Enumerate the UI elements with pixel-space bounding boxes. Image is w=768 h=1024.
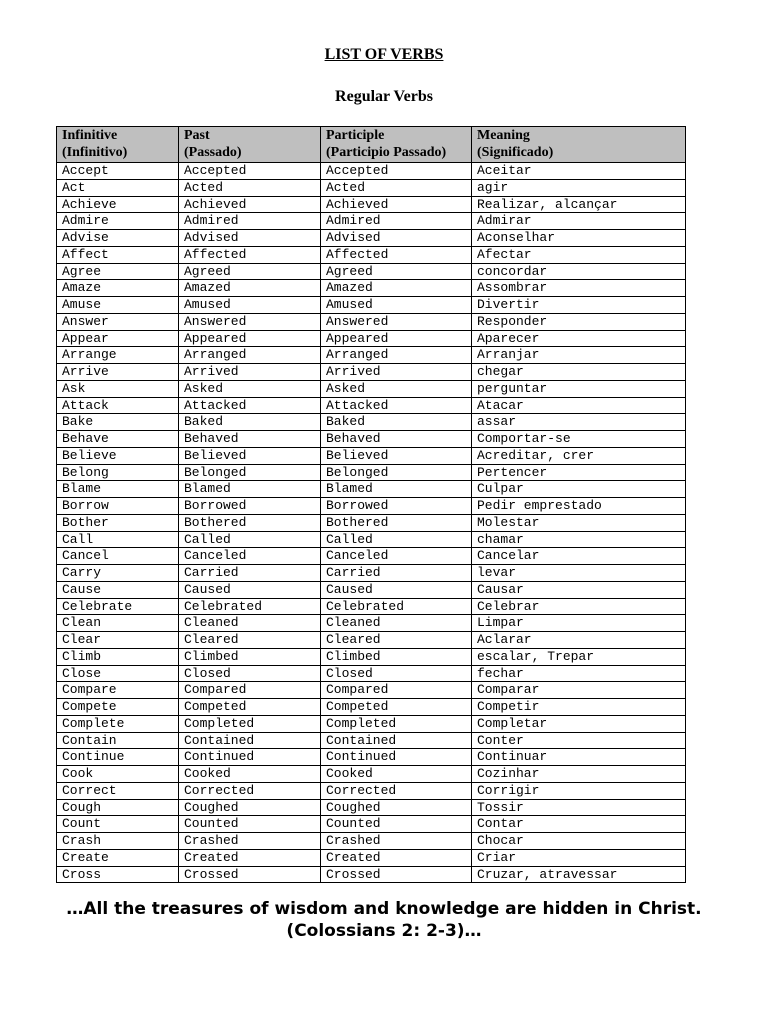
table-row (57, 380, 686, 397)
cell-infinitive: Answer (57, 313, 179, 330)
cell-participle: Called (321, 531, 472, 548)
cell-meaning: Molestar (472, 514, 686, 531)
cell-participle: Believed (321, 447, 472, 464)
cell-past: Called (179, 531, 321, 548)
cell-meaning: Criar (472, 849, 686, 866)
cell-participle: Agreed (321, 263, 472, 280)
cell-past: Celebrated (179, 598, 321, 615)
cell-meaning: Aconselhar (472, 230, 686, 247)
cell-infinitive: Create (57, 849, 179, 866)
cell-meaning: perguntar (472, 380, 686, 397)
cell-infinitive: Clean (57, 615, 179, 632)
cell-meaning: Pertencer (472, 464, 686, 481)
table-row (57, 414, 686, 431)
cell-infinitive: Call (57, 531, 179, 548)
header-line: (Infinitivo) (62, 145, 128, 160)
cell-participle: Closed (321, 665, 472, 682)
cell-past: Amazed (179, 280, 321, 297)
cell-participle: Borrowed (321, 498, 472, 515)
cell-participle: Advised (321, 230, 472, 247)
cell-participle: Crossed (321, 866, 472, 883)
table-row (57, 782, 686, 799)
cell-meaning: Divertir (472, 297, 686, 314)
cell-meaning: Assombrar (472, 280, 686, 297)
cell-infinitive: Act (57, 179, 179, 196)
cell-infinitive: Continue (57, 749, 179, 766)
table-row (57, 866, 686, 883)
cell-participle: Answered (321, 313, 472, 330)
cell-infinitive: Agree (57, 263, 179, 280)
cell-infinitive: Borrow (57, 498, 179, 515)
cell-infinitive: Affect (57, 246, 179, 263)
cell-participle: Admired (321, 213, 472, 230)
table-row (57, 799, 686, 816)
cell-past: Completed (179, 715, 321, 732)
cell-infinitive: Cause (57, 581, 179, 598)
cell-participle: Cleared (321, 632, 472, 649)
table-row (57, 715, 686, 732)
cell-meaning: Admirar (472, 213, 686, 230)
cell-participle: Contained (321, 732, 472, 749)
cell-infinitive: Contain (57, 732, 179, 749)
cell-infinitive: Believe (57, 447, 179, 464)
cell-participle: Belonged (321, 464, 472, 481)
cell-infinitive: Compete (57, 699, 179, 716)
cell-infinitive: Behave (57, 431, 179, 448)
table-row (57, 297, 686, 314)
cell-infinitive: Close (57, 665, 179, 682)
cell-infinitive: Arrive (57, 364, 179, 381)
cell-infinitive: Cross (57, 866, 179, 883)
cell-meaning: Aclarar (472, 632, 686, 649)
cell-past: Climbed (179, 648, 321, 665)
header-line: Infinitive (62, 128, 118, 143)
cell-participle: Cooked (321, 766, 472, 783)
cell-meaning: Tossir (472, 799, 686, 816)
cell-meaning: levar (472, 565, 686, 582)
header-line: Meaning (477, 128, 530, 143)
cell-past: Created (179, 849, 321, 866)
cell-meaning: Arranjar (472, 347, 686, 364)
cell-past: Cooked (179, 766, 321, 783)
table-row (57, 481, 686, 498)
cell-infinitive: Attack (57, 397, 179, 414)
cell-past: Corrected (179, 782, 321, 799)
table-row (57, 833, 686, 850)
cell-meaning: Cozinhar (472, 766, 686, 783)
cell-participle: Behaved (321, 431, 472, 448)
table-row (57, 464, 686, 481)
cell-infinitive: Admire (57, 213, 179, 230)
cell-past: Acted (179, 179, 321, 196)
cell-meaning: Corrigir (472, 782, 686, 799)
cell-participle: Amazed (321, 280, 472, 297)
cell-infinitive: Bother (57, 514, 179, 531)
cell-participle: Completed (321, 715, 472, 732)
cell-meaning: Comportar-se (472, 431, 686, 448)
cell-meaning: Continuar (472, 749, 686, 766)
table-row (57, 749, 686, 766)
header-participle (321, 127, 472, 163)
table-row (57, 498, 686, 515)
cell-past: Contained (179, 732, 321, 749)
table-row (57, 263, 686, 280)
cell-infinitive: Arrange (57, 347, 179, 364)
cell-meaning: Cruzar, atravessar (472, 866, 686, 883)
cell-participle: Celebrated (321, 598, 472, 615)
cell-meaning: Comparar (472, 682, 686, 699)
cell-participle: Acted (321, 179, 472, 196)
cell-participle: Arrived (321, 364, 472, 381)
cell-infinitive: Carry (57, 565, 179, 582)
cell-past: Belonged (179, 464, 321, 481)
cell-participle: Accepted (321, 163, 472, 180)
cell-infinitive: Complete (57, 715, 179, 732)
cell-infinitive: Bake (57, 414, 179, 431)
cell-past: Cleared (179, 632, 321, 649)
cell-participle: Carried (321, 565, 472, 582)
cell-participle: Attacked (321, 397, 472, 414)
cell-infinitive: Accept (57, 163, 179, 180)
cell-meaning: concordar (472, 263, 686, 280)
table-row (57, 581, 686, 598)
table-row (57, 648, 686, 665)
cell-past: Bothered (179, 514, 321, 531)
cell-meaning: Conter (472, 732, 686, 749)
cell-past: Behaved (179, 431, 321, 448)
cell-infinitive: Cook (57, 766, 179, 783)
table-row (57, 766, 686, 783)
cell-past: Canceled (179, 548, 321, 565)
cell-participle: Created (321, 849, 472, 866)
cell-participle: Arranged (321, 347, 472, 364)
table-row (57, 849, 686, 866)
cell-meaning: Causar (472, 581, 686, 598)
table-row (57, 699, 686, 716)
cell-past: Affected (179, 246, 321, 263)
cell-infinitive: Compare (57, 682, 179, 699)
table-row (57, 364, 686, 381)
cell-infinitive: Ask (57, 380, 179, 397)
page-title: LIST OF VERBS (324, 46, 444, 63)
cell-meaning: Aceitar (472, 163, 686, 180)
table-row (57, 565, 686, 582)
cell-participle: Cleaned (321, 615, 472, 632)
table-row (57, 196, 686, 213)
cell-participle: Competed (321, 699, 472, 716)
cell-past: Crossed (179, 866, 321, 883)
cell-participle: Corrected (321, 782, 472, 799)
cell-past: Blamed (179, 481, 321, 498)
table-row (57, 163, 686, 180)
cell-infinitive: Climb (57, 648, 179, 665)
cell-meaning: Culpar (472, 481, 686, 498)
cell-meaning: Chocar (472, 833, 686, 850)
cell-meaning: escalar, Trepar (472, 648, 686, 665)
table-row (57, 280, 686, 297)
table-row (57, 431, 686, 448)
cell-meaning: Realizar, alcançar (472, 196, 686, 213)
cell-infinitive: Appear (57, 330, 179, 347)
table-row (57, 665, 686, 682)
cell-past: Competed (179, 699, 321, 716)
header-line: (Significado) (477, 145, 554, 160)
cell-participle: Climbed (321, 648, 472, 665)
table-row (57, 598, 686, 615)
cell-meaning: assar (472, 414, 686, 431)
cell-participle: Affected (321, 246, 472, 263)
table-row (57, 514, 686, 531)
footer-quote: …All the treasures of wisdom and knowledge are hidden in Christ. (Colossians 2: 2-3)… (66, 899, 702, 941)
cell-past: Asked (179, 380, 321, 397)
cell-participle: Appeared (321, 330, 472, 347)
table-row (57, 313, 686, 330)
cell-participle: Bothered (321, 514, 472, 531)
cell-meaning: Aparecer (472, 330, 686, 347)
cell-infinitive: Correct (57, 782, 179, 799)
cell-meaning: Responder (472, 313, 686, 330)
cell-participle: Continued (321, 749, 472, 766)
cell-infinitive: Clear (57, 632, 179, 649)
cell-past: Crashed (179, 833, 321, 850)
table-row (57, 330, 686, 347)
cell-meaning: Afectar (472, 246, 686, 263)
cell-infinitive: Amuse (57, 297, 179, 314)
cell-participle: Blamed (321, 481, 472, 498)
cell-past: Compared (179, 682, 321, 699)
header-line: Participle (326, 128, 385, 143)
cell-past: Believed (179, 447, 321, 464)
cell-past: Arranged (179, 347, 321, 364)
cell-past: Accepted (179, 163, 321, 180)
cell-meaning: Contar (472, 816, 686, 833)
cell-meaning: chegar (472, 364, 686, 381)
header-line: (Passado) (184, 145, 242, 160)
header-past (179, 127, 321, 163)
table-row (57, 397, 686, 414)
section-subtitle: Regular Verbs (335, 88, 433, 105)
cell-meaning: Atacar (472, 397, 686, 414)
table-row (57, 816, 686, 833)
cell-infinitive: Belong (57, 464, 179, 481)
cell-participle: Coughed (321, 799, 472, 816)
cell-past: Appeared (179, 330, 321, 347)
cell-participle: Baked (321, 414, 472, 431)
cell-past: Arrived (179, 364, 321, 381)
cell-past: Borrowed (179, 498, 321, 515)
cell-meaning: Limpar (472, 615, 686, 632)
cell-participle: Achieved (321, 196, 472, 213)
cell-meaning: fechar (472, 665, 686, 682)
cell-infinitive: Achieve (57, 196, 179, 213)
cell-past: Coughed (179, 799, 321, 816)
cell-meaning: Celebrar (472, 598, 686, 615)
cell-participle: Amused (321, 297, 472, 314)
header-meaning (472, 127, 686, 163)
cell-past: Advised (179, 230, 321, 247)
cell-participle: Counted (321, 816, 472, 833)
cell-participle: Compared (321, 682, 472, 699)
cell-infinitive: Crash (57, 833, 179, 850)
verbs-table (56, 126, 686, 883)
cell-past: Achieved (179, 196, 321, 213)
header-line: (Participio Passado) (326, 145, 447, 160)
cell-meaning: agir (472, 179, 686, 196)
table-row (57, 246, 686, 263)
table-row (57, 548, 686, 565)
cell-infinitive: Advise (57, 230, 179, 247)
cell-past: Cleaned (179, 615, 321, 632)
table-row (57, 632, 686, 649)
table-row (57, 447, 686, 464)
cell-past: Amused (179, 297, 321, 314)
cell-meaning: Acreditar, crer (472, 447, 686, 464)
table-row (57, 732, 686, 749)
table-row (57, 531, 686, 548)
cell-past: Baked (179, 414, 321, 431)
cell-infinitive: Amaze (57, 280, 179, 297)
cell-infinitive: Cancel (57, 548, 179, 565)
cell-participle: Asked (321, 380, 472, 397)
table-row (57, 213, 686, 230)
cell-participle: Canceled (321, 548, 472, 565)
table-row (57, 615, 686, 632)
cell-past: Closed (179, 665, 321, 682)
cell-infinitive: Celebrate (57, 598, 179, 615)
cell-past: Continued (179, 749, 321, 766)
cell-meaning: chamar (472, 531, 686, 548)
cell-meaning: Completar (472, 715, 686, 732)
cell-infinitive: Cough (57, 799, 179, 816)
cell-past: Carried (179, 565, 321, 582)
cell-past: Admired (179, 213, 321, 230)
cell-participle: Crashed (321, 833, 472, 850)
cell-meaning: Competir (472, 699, 686, 716)
cell-meaning: Pedir emprestado (472, 498, 686, 515)
table-body (57, 163, 686, 883)
cell-past: Agreed (179, 263, 321, 280)
table-row (57, 230, 686, 247)
table-header-row (57, 127, 686, 163)
header-line: Past (184, 128, 210, 143)
cell-past: Attacked (179, 397, 321, 414)
table-row (57, 179, 686, 196)
cell-past: Counted (179, 816, 321, 833)
table-row (57, 682, 686, 699)
cell-participle: Caused (321, 581, 472, 598)
header-infinitive (57, 127, 179, 163)
table-row (57, 347, 686, 364)
cell-infinitive: Count (57, 816, 179, 833)
cell-past: Caused (179, 581, 321, 598)
cell-meaning: Cancelar (472, 548, 686, 565)
cell-infinitive: Blame (57, 481, 179, 498)
cell-past: Answered (179, 313, 321, 330)
